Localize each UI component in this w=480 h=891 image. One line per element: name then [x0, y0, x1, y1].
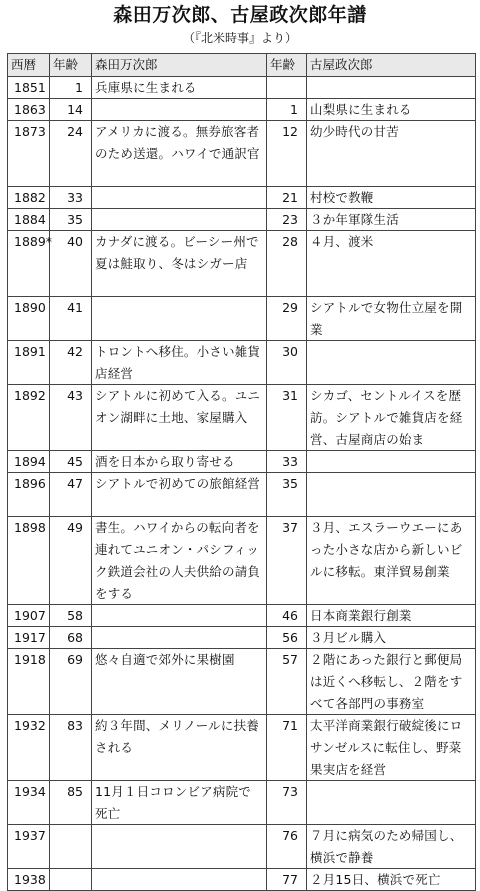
- morita-age-cell-text: 14: [67, 102, 83, 117]
- furuya-event-cell-text: 村校で教鞭: [310, 190, 374, 205]
- year-cell-text: 1873: [14, 124, 46, 139]
- morita-age-cell-text: 68: [67, 630, 83, 645]
- year-cell: [8, 341, 50, 385]
- furuya-age-cell: [267, 715, 307, 781]
- morita-event-cell: [92, 77, 267, 99]
- furuya-event-cell: [307, 187, 476, 209]
- table-row: [8, 451, 476, 473]
- table-row: [8, 297, 476, 341]
- morita-age-cell: [50, 231, 92, 297]
- year-cell: [8, 99, 50, 121]
- furuya-event-cell: [307, 231, 476, 297]
- furuya-event-cell: [307, 385, 476, 451]
- furuya-age-cell-text: 46: [282, 608, 298, 623]
- morita-age-cell-text: 35: [67, 212, 83, 227]
- morita-age-cell-text: 40: [67, 234, 83, 249]
- furuya-event-cell-text: ７月に病気のため帰国し、横浜で静養: [310, 828, 463, 865]
- morita-age-cell: [50, 99, 92, 121]
- morita-age-cell-text: 1: [75, 80, 83, 95]
- morita-age-cell: [50, 517, 92, 605]
- year-cell-text: 1934: [14, 784, 46, 799]
- furuya-event-cell: [307, 715, 476, 781]
- furuya-event-cell-text: 山梨県に生まれる: [310, 102, 412, 117]
- page-subtitle: （『北米時事』より）: [182, 31, 297, 45]
- year-cell: [8, 121, 50, 187]
- morita-age-cell-text: 43: [67, 388, 83, 403]
- year-cell-text: 1851: [14, 80, 46, 95]
- year-cell-text: 1884: [14, 212, 46, 227]
- page-title: 森田万次郎、古屋政次郎年譜: [113, 4, 367, 26]
- table-row: [8, 77, 476, 99]
- year-cell: [8, 231, 53, 297]
- table-row: [8, 209, 476, 231]
- table-row: [8, 627, 476, 649]
- year-cell-text: 1918: [14, 652, 46, 667]
- table-row: [8, 715, 476, 781]
- furuya-event-cell-text: 幼少時代の甘苦: [310, 124, 399, 139]
- table-row: [8, 649, 476, 715]
- table-row: [8, 231, 476, 297]
- morita-age-cell: [50, 869, 92, 891]
- table-row: [8, 781, 476, 825]
- table-row: [8, 869, 476, 891]
- morita-event-cell: [92, 121, 267, 187]
- morita-event-cell-text: シアトルで初めての旅館経営: [95, 476, 261, 491]
- year-cell: [8, 517, 50, 605]
- furuya-event-cell: [307, 297, 476, 341]
- morita-age-cell-text: 83: [67, 718, 83, 733]
- morita-age-cell-text: 49: [67, 520, 83, 535]
- morita-age-cell-text: 45: [67, 454, 83, 469]
- furuya-event-cell: [307, 121, 476, 187]
- morita-event-cell: [92, 605, 267, 627]
- furuya-age-cell: [267, 451, 307, 473]
- year-cell: [8, 297, 50, 341]
- year-cell: [8, 451, 50, 473]
- morita-age-cell: [50, 385, 92, 451]
- furuya-age-cell-text: 33: [282, 454, 298, 469]
- furuya-age-cell-text: 71: [282, 718, 298, 733]
- morita-age-cell: [50, 605, 92, 627]
- table-row: [8, 517, 476, 605]
- furuya-age-cell: [267, 209, 307, 231]
- table-row: [8, 473, 476, 517]
- header-age-furuya: 年齢: [267, 54, 307, 77]
- morita-age-cell-text: 47: [67, 476, 83, 491]
- year-cell: [8, 869, 50, 891]
- morita-age-cell: [50, 341, 92, 385]
- furuya-age-cell: [267, 341, 307, 385]
- morita-event-cell: [92, 715, 267, 781]
- furuya-age-cell-text: 28: [282, 234, 298, 249]
- furuya-age-cell-text: 73: [282, 784, 298, 799]
- morita-event-cell-text: 約３年間、メリノールに扶養される: [95, 718, 259, 755]
- table-row: [8, 605, 476, 627]
- furuya-age-cell-text: 77: [282, 872, 298, 887]
- morita-age-cell-text: 33: [67, 190, 83, 205]
- year-cell: [8, 473, 50, 517]
- furuya-age-cell-text: 56: [282, 630, 298, 645]
- table-row: [8, 121, 476, 187]
- furuya-event-cell: [307, 77, 476, 99]
- furuya-event-cell-text: ２階にあった銀行と郵便局は近くへ移転し、２階をすべて各部門の事務室: [310, 652, 463, 711]
- year-cell: [8, 715, 50, 781]
- morita-event-cell: [92, 825, 267, 869]
- furuya-event-cell-text: シカゴ、セントルイスを歴訪。シアトルで雑貨店を経営、古屋商店の始ま: [310, 388, 463, 447]
- year-cell-text: 1863: [14, 102, 46, 117]
- morita-event-cell: [92, 781, 267, 825]
- furuya-age-cell: [267, 385, 307, 451]
- furuya-event-cell-text: ３月、エスラーウエーにあった小さな店から新しいビルに移転。東洋貿易創業: [310, 520, 463, 579]
- year-cell-text: 1937: [14, 828, 46, 843]
- year-cell: [8, 825, 50, 869]
- year-cell-text: 1938: [14, 872, 46, 887]
- morita-age-cell-text: 24: [67, 124, 83, 139]
- morita-age-cell: [50, 627, 92, 649]
- furuya-event-cell: [307, 869, 476, 891]
- furuya-age-cell-text: 1: [290, 102, 298, 117]
- header-age-morita: 年齢: [50, 54, 92, 77]
- morita-event-cell-text: シアトルに初めて入る。ユニオン湖畔に土地、家屋購入: [95, 388, 261, 425]
- morita-age-cell: [50, 715, 92, 781]
- year-cell-text: 1898: [14, 520, 46, 535]
- morita-age-cell: [50, 649, 92, 715]
- morita-age-cell-text: 85: [67, 784, 83, 799]
- year-cell-text: 1890: [14, 300, 46, 315]
- furuya-age-cell-text: 30: [282, 344, 298, 359]
- year-cell: [8, 627, 50, 649]
- table-row: [8, 385, 476, 451]
- furuya-event-cell-text: シアトルで女物仕立屋を開業: [310, 300, 463, 337]
- furuya-event-cell: [307, 473, 476, 517]
- year-cell: [8, 187, 50, 209]
- furuya-age-cell-text: 12: [282, 124, 298, 139]
- morita-event-cell-text: 書生。ハワイからの転向者を連れてユニオン・パシフィック鉄道会社の人夫供給の請負をする: [95, 520, 261, 601]
- morita-event-cell: [92, 99, 267, 121]
- furuya-event-cell: [307, 781, 476, 825]
- year-cell: [8, 209, 50, 231]
- morita-age-cell: [50, 297, 92, 341]
- year-cell-text: 1889*: [14, 234, 53, 249]
- chronology-table: [7, 53, 476, 891]
- morita-age-cell: [50, 473, 92, 517]
- morita-event-cell: [92, 385, 267, 451]
- year-cell: [8, 605, 50, 627]
- morita-event-cell: [92, 231, 267, 297]
- morita-age-cell: [50, 209, 92, 231]
- furuya-event-cell: [307, 451, 476, 473]
- morita-event-cell: [92, 517, 267, 605]
- year-cell: [8, 781, 50, 825]
- furuya-age-cell: [267, 187, 307, 209]
- furuya-age-cell: [267, 605, 307, 627]
- morita-age-cell: [50, 825, 92, 869]
- year-cell-text: 1907: [14, 608, 46, 623]
- furuya-event-cell: [307, 605, 476, 627]
- furuya-age-cell: [267, 627, 307, 649]
- furuya-age-cell: [267, 517, 307, 605]
- morita-event-cell-text: 兵庫県に生まれる: [95, 80, 197, 95]
- furuya-event-cell-text: 太平洋商業銀行破綻後にロサンゼルスに転住し、野菜果実店を経営: [310, 718, 463, 777]
- morita-age-cell: [50, 451, 92, 473]
- year-cell-text: 1892: [14, 388, 46, 403]
- morita-event-cell: [92, 187, 267, 209]
- furuya-age-cell: [267, 231, 307, 297]
- morita-event-cell: [92, 341, 267, 385]
- furuya-age-cell-text: 31: [282, 388, 298, 403]
- furuya-event-cell: [307, 517, 476, 605]
- morita-age-cell-text: 69: [67, 652, 83, 667]
- furuya-event-cell: [307, 209, 476, 231]
- morita-age-cell-text: 41: [67, 300, 83, 315]
- furuya-age-cell: [267, 869, 307, 891]
- year-cell-text: 1896: [14, 476, 46, 491]
- furuya-event-cell-text: 日本商業銀行創業: [310, 608, 412, 623]
- morita-age-cell-text: 42: [67, 344, 83, 359]
- furuya-event-cell: [307, 341, 476, 385]
- furuya-event-cell-text: ４月、渡米: [310, 234, 374, 249]
- furuya-age-cell: [267, 825, 307, 869]
- furuya-event-cell: [307, 825, 476, 869]
- morita-event-cell: [92, 209, 267, 231]
- furuya-event-cell: [307, 649, 476, 715]
- header-year: 西暦: [8, 54, 50, 77]
- furuya-age-cell-text: 35: [282, 476, 298, 491]
- year-cell: [8, 77, 50, 99]
- year-cell-text: 1882: [14, 190, 46, 205]
- furuya-age-cell: [267, 297, 307, 341]
- table-row: [8, 99, 476, 121]
- furuya-age-cell-text: 57: [282, 652, 298, 667]
- header-furuya: 古屋政次郎: [307, 54, 476, 77]
- morita-event-cell: [92, 649, 267, 715]
- furuya-age-cell-text: 76: [282, 828, 298, 843]
- furuya-event-cell-text: ２月15日、横浜で死亡: [310, 872, 441, 887]
- furuya-event-cell: [307, 627, 476, 649]
- furuya-age-cell: [267, 121, 307, 187]
- morita-event-cell: [92, 451, 267, 473]
- year-cell-text: 1932: [14, 718, 46, 733]
- morita-event-cell: [92, 297, 267, 341]
- year-cell-text: 1917: [14, 630, 46, 645]
- furuya-age-cell: [267, 649, 307, 715]
- year-cell: [8, 649, 50, 715]
- furuya-age-cell: [267, 473, 307, 517]
- morita-age-cell-text: 58: [67, 608, 83, 623]
- furuya-event-cell-text: ３月ビル購入: [310, 630, 387, 645]
- morita-event-cell: [92, 473, 267, 517]
- year-cell-text: 1894: [14, 454, 46, 469]
- furuya-age-cell-text: 23: [282, 212, 298, 227]
- morita-event-cell-text: トロントへ移住。小さい雑貨店経営: [95, 344, 261, 381]
- year-cell: [8, 385, 50, 451]
- morita-age-cell: [50, 77, 92, 99]
- furuya-age-cell: [267, 77, 307, 99]
- table-row: [8, 825, 476, 869]
- morita-age-cell: [50, 121, 92, 187]
- morita-event-cell-text: 酒を日本から取り寄せる: [95, 454, 235, 469]
- morita-event-cell: [92, 869, 267, 891]
- morita-event-cell: [92, 627, 267, 649]
- morita-age-cell: [50, 781, 92, 825]
- table-row: [8, 341, 476, 385]
- table-row: [8, 187, 476, 209]
- morita-event-cell-text: カナダに渡る。ビーシー州で夏は鮭取り、冬はシガー店: [95, 234, 259, 271]
- furuya-event-cell-text: ３か年軍隊生活: [310, 212, 399, 227]
- furuya-age-cell-text: 29: [282, 300, 298, 315]
- furuya-age-cell-text: 37: [282, 520, 298, 535]
- morita-event-cell-text: 11月１日コロンビア病院で死亡: [95, 784, 252, 821]
- morita-age-cell: [50, 187, 92, 209]
- header-morita: 森田万次郎: [92, 54, 267, 77]
- year-cell-text: 1891: [14, 344, 46, 359]
- furuya-age-cell: [267, 781, 307, 825]
- table-header-row: [8, 54, 476, 77]
- morita-event-cell-text: 悠々自適で郊外に果樹園: [95, 652, 235, 667]
- morita-event-cell-text: アメリカに渡る。無券旅客者のため送還。ハワイで通訳官: [95, 124, 260, 161]
- furuya-age-cell: [267, 99, 307, 121]
- furuya-event-cell: [307, 99, 476, 121]
- furuya-age-cell-text: 21: [282, 190, 298, 205]
